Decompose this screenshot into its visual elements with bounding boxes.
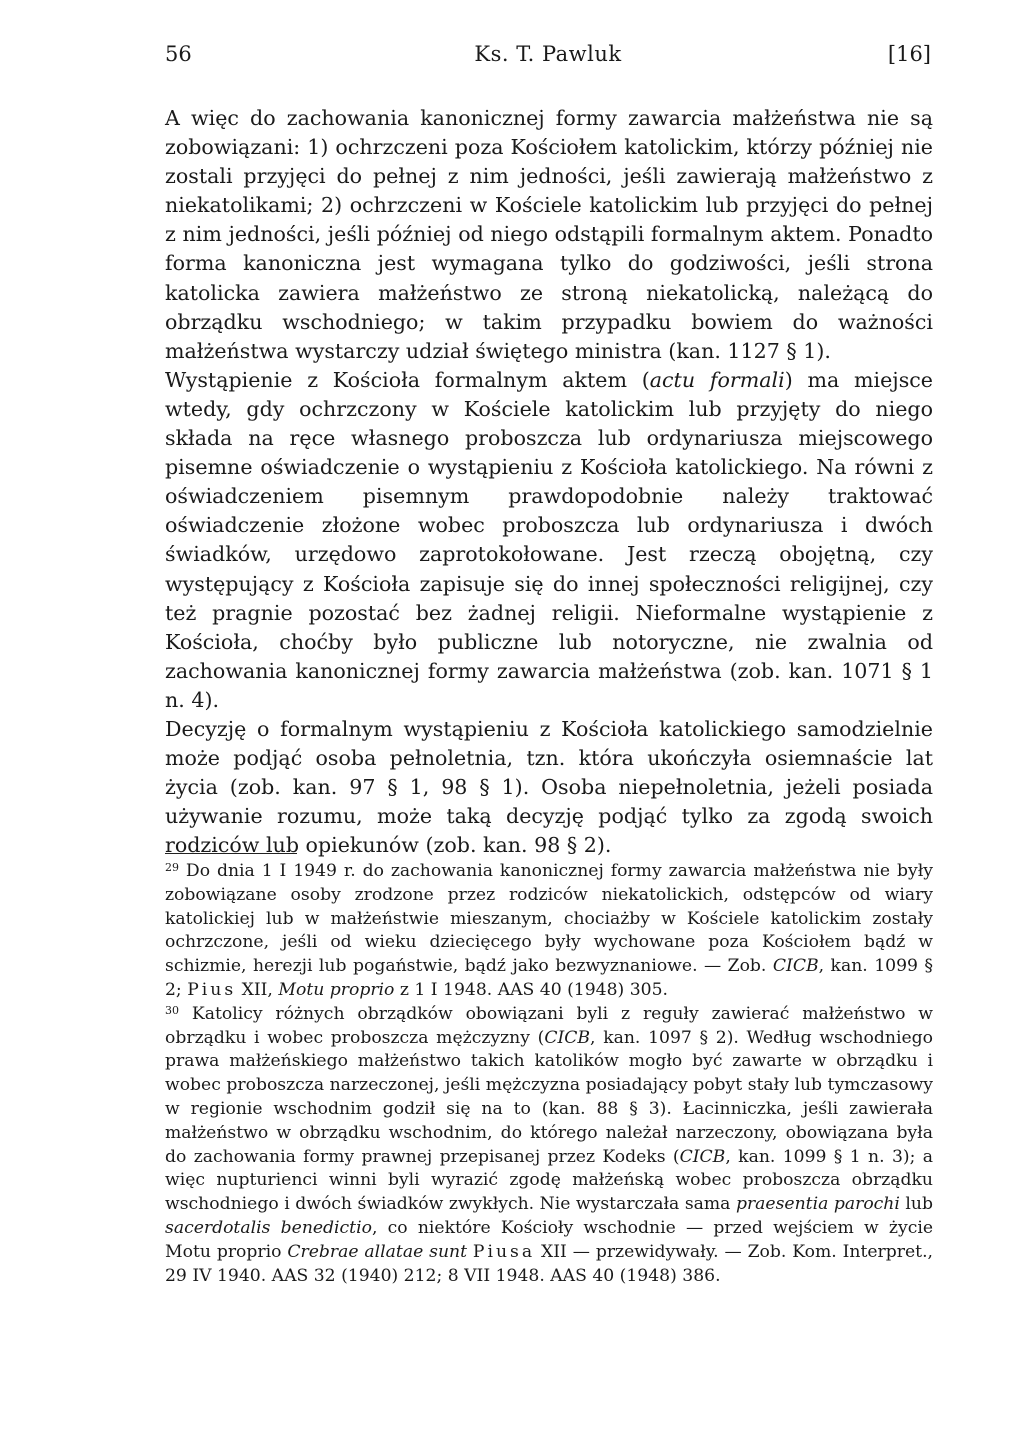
footnote-30-text-5: , co niektóre Kościoły wschodnie — przed wejściem w życie Motu proprio xyxy=(165,1217,933,1262)
footnote-29-text-1: Do dnia 1 I 1949 r. do zachowania kanonicznej formy zawarcia małżeństwa nie były zobowiązane osoby zrodzone przez rodziców niekatolickich, odstępców od wiary katolickiej lub w małżeństwie mieszanym, chociażby w Kościele katolickim zostały ochrzczone, jeśli od wieku dziecięcego były wychowane poza Kościołem bądź w schizmie, herezji lub pogaństwie, bądź jako bezwyznaniowe. — Zob. xyxy=(165,861,933,977)
running-header xyxy=(165,42,931,76)
paragraph-2-text-b: ) ma miejsce wtedy, gdy ochrzczony w Kościele katolickim lub przyjęty do niego składa na ręce własnego proboszcza lub ordynariusza miejscowego pisemne oświadczenie o wystąpieniu z Kościoła katolickiego. Na równi z oświadczeniem pisemnym prawdopodobnie należy traktować oświadczenie złożone wobec proboszcza lub ordynariusza i dwóch świadków, urzędowo zaprotokołowane. Jest rzeczą obojętną, czy występujący z Kościoła zapisuje się do innej społeczności religijnej, czy też pragnie pozostać bez żadnej religii. Nieformalne wystąpienie z Kościoła, choćby było publiczne lub notoryczne, nie zwalnia od zachowania kanonicznej formy zawarcia małżeństwa (zob. kan. 1071 § 1 n. 4). xyxy=(165,367,933,712)
running-title: Ks. T. Pawluk xyxy=(474,42,622,66)
footnote-29-text-3: XII, xyxy=(236,979,279,1000)
footnote-29-spaced-1: Pius xyxy=(187,979,237,1000)
footnote-30-spaced-1: Piusa xyxy=(472,1241,536,1262)
footnote-divider xyxy=(165,853,297,854)
paragraph-3: Decyzję o formalnym wystąpieniu z Kościoła katolickiego samodzielnie może podjąć osoba pełnoletnia, tzn. która ukończyła osiemnaście lat życia (zob. kan. 97 § 1, 98 § 1). Osoba niepełnoletnia, jeżeli posiada używanie rozumu, może taką decyzję podjąć tylko za zgodą swoich rodziców lub opiekunów (zob. kan. 98 § 2). xyxy=(165,716,933,858)
footnote-29-text-4: z 1 I 1948. AAS 40 (1948) 305. xyxy=(394,979,668,1000)
footnote-30-text-7: XII — przewidywały. — Zob. Kom. Interpret., 29 IV 1940. AAS 32 (1940) 212; 8 VII 1948. AAS 40 (1948) 386. xyxy=(165,1241,934,1286)
paragraph-1: A więc do zachowania kanonicznej formy zawarcia małżeństwa nie są zobowiązani: 1) ochrzczeni poza Kościołem katolickim, którzy później nie zostali przyjęci do pełnej z nim jedności, jeśli zawierają małżeństwo z niekatolikami; 2) ochrzczeni w Kościele katolickim lub przyjęci do pełnej z nim jedności, jeśli później od niego odstąpili formalnym aktem. Ponadto forma kanoniczna jest wymagana tylko do godziwości, jeśli strona katolicka zawiera małżeństwo ze stroną niekatolicką, należącą do obrządku wschodniego; w takim przypadku bowiem do ważności małżeństwa wystarczy udział świętego ministra (kan. 1127 § 1). xyxy=(165,106,933,363)
footnote-29-mark: 29 xyxy=(165,861,179,874)
paragraph-2 xyxy=(165,366,933,715)
paragraph-2-text-a: Wystąpienie z Kościoła formalnym aktem ( xyxy=(165,367,650,392)
footnote-29-text-2: , kan. 1099 § 2; xyxy=(165,956,933,1000)
paragraph-2-italic: actu formali xyxy=(649,367,785,392)
footnotes xyxy=(165,860,933,1288)
footnote-30-text-1: Katolicy różnych obrządków obowiązani byli z reguły zawierać małżeństwo w obrządku i wobec proboszcza mężczyzny ( xyxy=(165,1003,933,1048)
footnote-30 xyxy=(165,1003,933,1289)
footnote-29 xyxy=(165,860,933,1003)
footnote-30-mark: 30 xyxy=(165,1003,179,1017)
main-text xyxy=(165,104,933,860)
footnote-30-italic-4: sacerdotalis benedictio xyxy=(165,1217,372,1238)
footnote-30-text-2: , kan. 1097 § 2). Według wschodniego prawa małżeńskiego małżeństwo takich katolików mogło być zawarte w obrządku i wobec proboszcza narzeczonej, jeśli mężczyzna posiadający pobyt stały lub tymczasowy w regionie wschodnim godził się na to (kan. 88 § 3). Łacinniczka, jeśli zawierała małżeństwo w obrządku wschodnim, do którego należał narzeczony, obowiązana była do zachowania formy prawnej przepisanej przez Kodeks ( xyxy=(165,1027,933,1167)
footnote-30-italic-3: praesentia parochi xyxy=(735,1194,900,1215)
page-number: 56 xyxy=(165,42,192,66)
footnote-30-text-4: lub xyxy=(899,1194,933,1215)
footnote-29-italic-1: CICB xyxy=(772,956,819,977)
footnote-30-italic-1: CICB xyxy=(544,1027,591,1048)
section-number: [16] xyxy=(887,42,931,66)
footnote-30-text-3: , kan. 1099 § 1 n. 3); a więc nupturienci winni byli wyrazić zgodę małżeńską wobec proboszcza obrządku wschodniego i dwóch świadków zwykłych. Nie wystarczała sama xyxy=(165,1146,933,1215)
footnote-30-italic-5: Crebrae allatae sunt xyxy=(287,1241,468,1262)
footnote-30-italic-2: CICB xyxy=(679,1146,726,1167)
footnote-29-italic-2: Motu proprio xyxy=(278,979,395,1000)
